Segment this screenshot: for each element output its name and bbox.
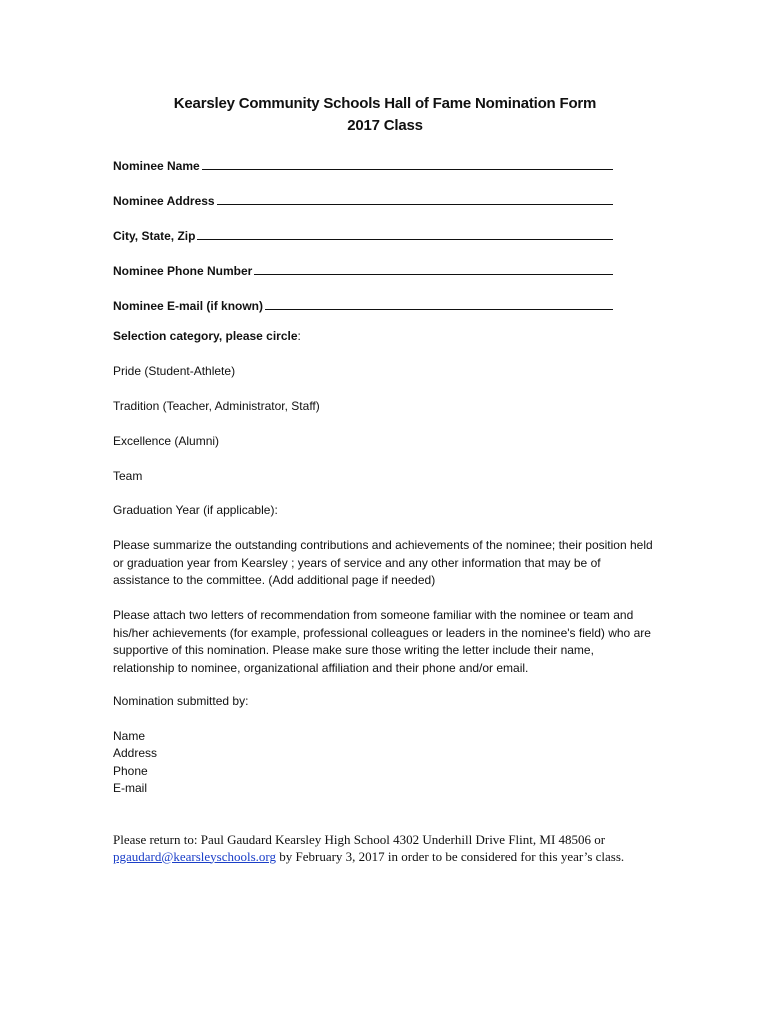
nominee-address-label: Nominee Address <box>113 194 215 208</box>
nominee-email-line[interactable] <box>265 309 613 310</box>
nominee-address-line[interactable] <box>217 204 613 205</box>
return-text-part1: Please return to: Paul Gaudard Kearsley High School 4302 Underhill Drive Flint, MI 48506 or <box>113 832 606 847</box>
nominee-address-field[interactable] <box>113 190 613 208</box>
city-state-zip-field[interactable] <box>113 225 613 243</box>
return-text-part2: by February 3, 2017 in order to be considered for this year’s class. <box>276 848 625 864</box>
submitter-name-label: Name <box>113 729 146 743</box>
nominee-name-field[interactable] <box>113 155 613 173</box>
return-email-link[interactable]: pgaudard@kearsleyschools.org <box>113 848 276 864</box>
nominee-phone-field[interactable] <box>113 260 613 278</box>
selection-heading-colon: : <box>297 329 301 343</box>
category-option-team[interactable]: Team <box>113 469 143 483</box>
nominee-email-field[interactable] <box>113 295 613 313</box>
category-option-pride[interactable]: Pride (Student-Athlete) <box>113 364 236 378</box>
submitter-address-label: Address <box>113 746 158 760</box>
nominee-email-label: Nominee E-mail (if known) <box>113 299 264 313</box>
selection-heading <box>113 328 658 346</box>
form-subtitle: 2017 Class <box>347 117 423 134</box>
category-option-excellence[interactable]: Excellence (Alumni) <box>113 434 220 448</box>
summary-instructions: Please summarize the outstanding contributions and achievements of the nominee; their position held or graduation year from Kearsley ; years of service and any other information that may be of assistance to the committee. (Add additional page if needed) <box>113 538 653 587</box>
city-state-zip-label: City, State, Zip <box>113 229 196 243</box>
nominee-phone-label: Nominee Phone Number <box>113 264 253 278</box>
return-instructions <box>113 832 653 865</box>
letters-instructions: Please attach two letters of recommendation from someone familiar with the nominee or team and his/her achievements (for example, professional colleagues or leaders in the nominee's field) who are supportive of this nomination. Please make sure those writing the letter include their name, relationship to nominee, organizational affiliation and their phone and/or email. <box>113 608 651 675</box>
category-option-tradition[interactable]: Tradition (Teacher, Administrator, Staff) <box>113 399 320 413</box>
nominee-name-line[interactable] <box>202 169 613 170</box>
submitter-email-label: E-mail <box>113 781 148 795</box>
city-state-zip-line[interactable] <box>197 239 613 240</box>
graduation-year-label: Graduation Year (if applicable): <box>113 503 278 517</box>
selection-heading-text: Selection category, please circle <box>113 329 298 343</box>
submitter-phone-label: Phone <box>113 764 148 778</box>
nominee-name-label: Nominee Name <box>113 159 200 173</box>
form-title: Kearsley Community Schools Hall of Fame Nomination Form <box>173 95 597 112</box>
submitted-by-heading: Nomination submitted by: <box>113 694 249 708</box>
nominee-phone-line[interactable] <box>254 274 613 275</box>
